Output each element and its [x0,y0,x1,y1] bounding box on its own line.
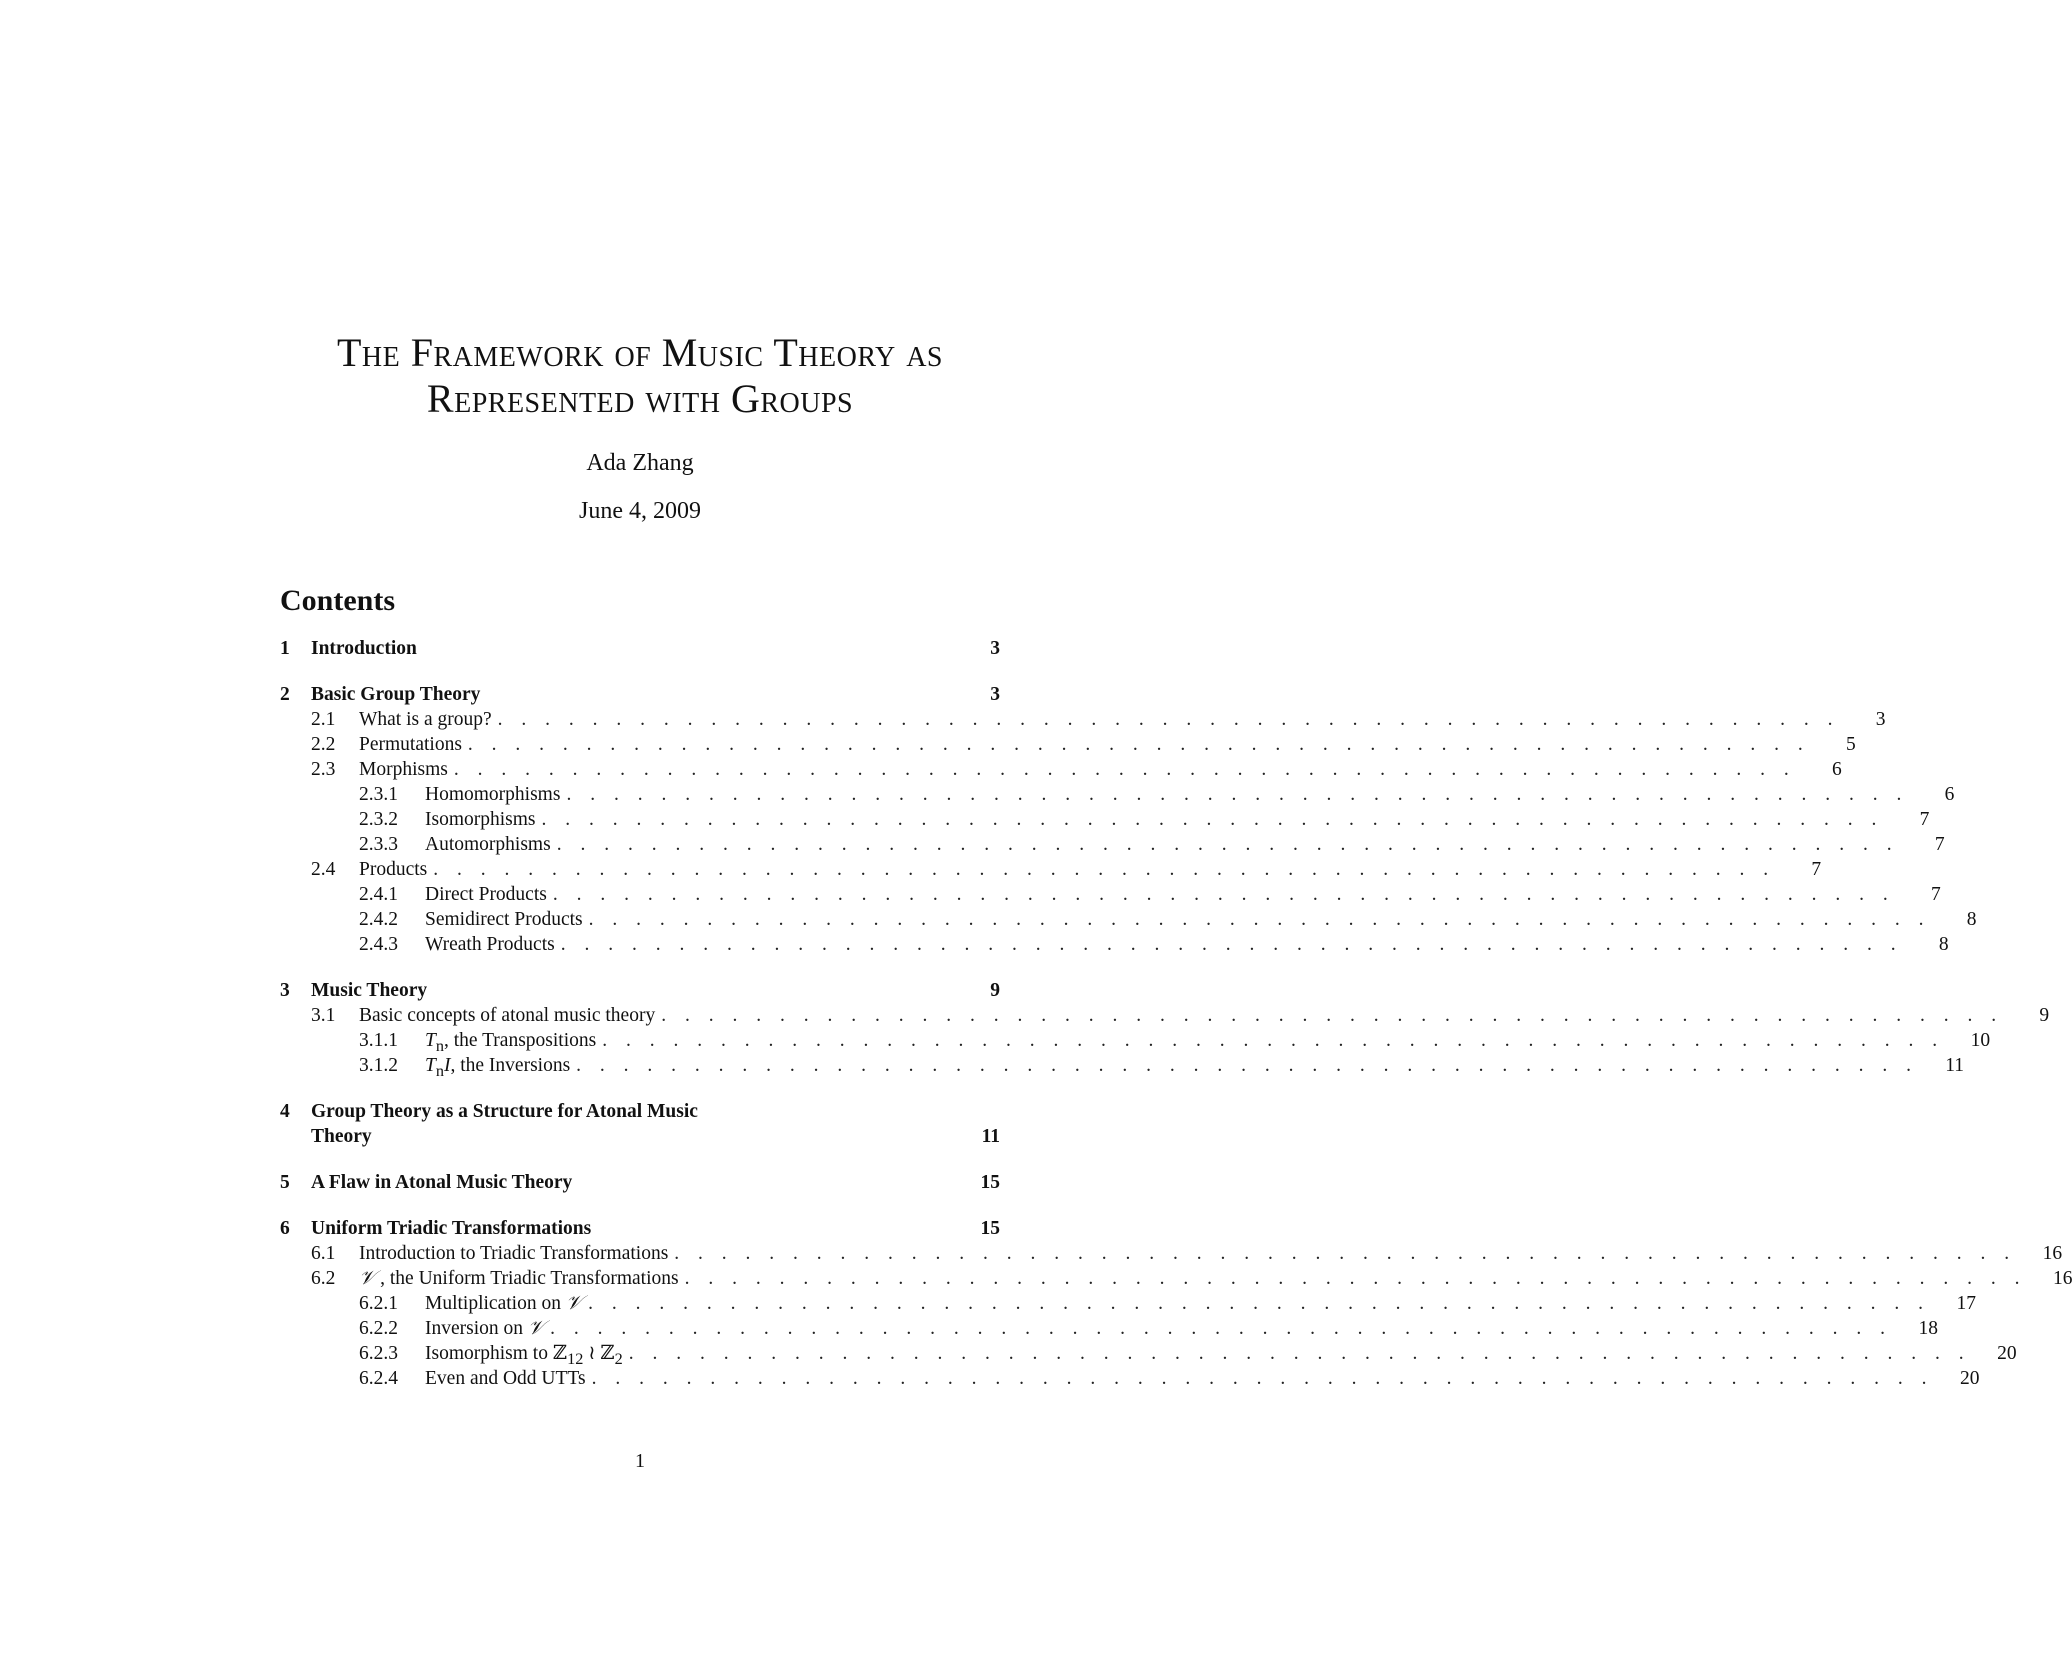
toc-entry-6-2-1[interactable] [280,1291,1976,1316]
toc-label [425,1291,582,1316]
toc-number: 2.4.1 [359,884,398,905]
toc-page: 20 [1959,1368,1980,1389]
math-symbol-2: I [443,1055,451,1076]
toc-page: 10 [1970,1030,1991,1051]
toc-number: 3.1.1 [359,1030,398,1051]
toc-page: 8 [1938,934,1949,955]
toc-leader-dots: . . . . . . . . . . . . . . . . . . . . . . . . . . . . . . . . . . . . . . . . . . . . . . . . . . . . . . . . . [433,859,1776,880]
toc-entry-2-3-3[interactable] [280,832,1945,857]
toc-page: 8 [1966,909,1977,930]
toc-number: 4 [280,1101,290,1122]
toc-leader-dots: . . . . . . . . . . . . . . . . . . . . . . . . . . . . . . . . . . . . . . . . . . . . . . . . . . . . . . . . . [588,1293,1930,1314]
toc-entry-5[interactable] [280,1170,1000,1195]
title-line-2: Represented with Groups [426,376,854,421]
toc-entry-3[interactable] [280,978,1000,1003]
toc-page: 7 [1811,859,1822,880]
toc-number: 2.2 [311,734,336,755]
toc-page: 18 [1918,1318,1939,1339]
math-subscript-2: 2 [614,1349,623,1368]
toc-entry-3-1-1[interactable] [280,1028,1991,1055]
toc-number: 3.1.2 [359,1055,398,1076]
toc-leader-dots: . . . . . . . . . . . . . . . . . . . . . . . . . . . . . . . . . . . . . . . . . . . . . . . . . . . . . . . . . [453,759,1796,780]
math-symbol: T [425,1055,436,1076]
toc-leader-dots: . . . . . . . . . . . . . . . . . . . . . . . . . . . . . . . . . . . . . . . . . . . . . . . . . . . . . . . . . [588,909,1931,930]
toc-page: 16 [2042,1243,2063,1264]
toc-label: Permutations [359,734,462,755]
wreath-operator: ≀ [583,1343,601,1364]
toc-entry-2-4[interactable] [280,857,1822,882]
toc-number: 6 [280,1218,290,1239]
toc-entry-2-4-2[interactable] [280,907,1977,932]
table-of-contents [280,636,2072,1391]
toc-label-text: , the Inversions [450,1055,571,1076]
toc-label: Uniform Triadic Transformations [311,1218,592,1239]
toc-page: 6 [1831,759,1842,780]
toc-entry-2[interactable] [280,682,1000,707]
toc-page: 9 [990,980,1000,1001]
math-symbol: 𝒱 [359,1268,376,1289]
toc-entry-2-4-1[interactable] [280,882,1941,907]
toc-entry-4[interactable] [280,1099,1000,1149]
toc-label: What is a group? [359,709,492,730]
toc-entry-6-2-3[interactable] [280,1341,2017,1368]
toc-leader-dots: . . . . . . . . . . . . . . . . . . . . . . . . . . . . . . . . . . . . . . . . . . . . . . . . . . . . . . . . . [628,1343,1971,1364]
toc-leader-dots: . . . . . . . . . . . . . . . . . . . . . . . . . . . . . . . . . . . . . . . . . . . . . . . . . . . . . . . . . [541,809,1884,830]
toc-label: Basic Group Theory [311,684,481,705]
toc-label: Music Theory [311,980,428,1001]
toc-number: 2.3.1 [359,784,398,805]
date: June 4, 2009 [579,498,701,524]
toc-number: 6.2.2 [359,1318,398,1339]
toc-number: 2.4.3 [359,934,398,955]
toc-number: 2.1 [311,709,336,730]
toc-label [425,1316,544,1341]
toc-entry-2-4-3[interactable] [280,932,1949,957]
toc-label-text: , the Uniform Triadic Transformations [375,1268,679,1289]
toc-page: 11 [1945,1055,1965,1076]
author: Ada Zhang [586,450,694,476]
toc-leader-dots: . . . . . . . . . . . . . . . . . . . . . . . . . . . . . . . . . . . . . . . . . . . . . . . . . . . . . . . . . [560,934,1903,955]
toc-label: Introduction to Triadic Transformations [359,1243,669,1264]
toc-number: 2 [280,684,290,705]
toc-number: 2.3.2 [359,809,398,830]
toc-label: Isomorphisms [425,809,536,830]
toc-label: Products [359,859,428,880]
toc-page: 3 [1875,709,1886,730]
toc-entry-3-1[interactable] [280,1003,2050,1028]
toc-entry-6-1[interactable] [280,1241,2063,1266]
toc-number: 2.3.3 [359,834,398,855]
toc-page: 15 [980,1218,1000,1239]
toc-label: Semidirect Products [425,909,583,930]
toc-label: Direct Products [425,884,547,905]
toc-page: 16 [2052,1268,2072,1289]
toc-label: Introduction [311,638,417,659]
toc-entry-1[interactable] [280,636,1000,661]
math-subscript: n [435,1036,444,1055]
toc-leader-dots: . . . . . . . . . . . . . . . . . . . . . . . . . . . . . . . . . . . . . . . . . . . . . . . . . . . . . . . . . [497,709,1840,730]
toc-label: Automorphisms [425,834,551,855]
toc-entry-6-2[interactable] [280,1266,2072,1291]
toc-page: 20 [1997,1343,2017,1364]
toc-leader-dots: . . . . . . . . . . . . . . . . . . . . . . . . . . . . . . . . . . . . . . . . . . . . . . . . . . . . . . . . . [602,1030,1945,1051]
toc-label-text: Isomorphism to [425,1343,553,1364]
toc-number: 2.4.2 [359,909,398,930]
toc-page: 5 [1846,734,1856,755]
toc-page: 17 [1956,1293,1976,1314]
toc-page: 3 [990,684,1000,705]
toc-page: 6 [1944,784,1955,805]
toc-leader-dots: . . . . . . . . . . . . . . . . . . . . . . . . . . . . . . . . . . . . . . . . . . . . . . . . . . . . . . . . . [591,1368,1934,1389]
toc-leader-dots: . . . . . . . . . . . . . . . . . . . . . . . . . . . . . . . . . . . . . . . . . . . . . . . . . . . . . . . . . [467,734,1810,755]
toc-leader-dots: . . . . . . . . . . . . . . . . . . . . . . . . . . . . . . . . . . . . . . . . . . . . . . . . . . . . . . . . . [552,884,1895,905]
contents-heading: Contents [280,584,396,617]
toc-page: 11 [981,1126,1000,1147]
math-subscript: n [435,1061,444,1080]
toc-label: Morphisms [359,759,448,780]
toc-number: 6.2.3 [359,1343,398,1364]
toc-number: 3.1 [311,1005,336,1026]
toc-page: 9 [2039,1005,2050,1026]
math-symbol-2: ℤ [600,1343,615,1364]
toc-page: 7 [1930,884,1941,905]
toc-number: 6.2 [311,1268,336,1289]
toc-page: 3 [990,638,1000,659]
toc-entry-6-2-2[interactable] [280,1316,1939,1341]
toc-entry-3-1-2[interactable] [280,1053,1965,1080]
toc-page: 7 [1919,809,1930,830]
toc-label: A Flaw in Atonal Music Theory [311,1172,573,1193]
toc-number: 3 [280,980,290,1001]
toc-number: 2.3 [311,759,336,780]
toc-leader-dots: . . . . . . . . . . . . . . . . . . . . . . . . . . . . . . . . . . . . . . . . . . . . . . . . . . . . . . . . . [684,1268,2027,1289]
toc-leader-dots: . . . . . . . . . . . . . . . . . . . . . . . . . . . . . . . . . . . . . . . . . . . . . . . . . . . . . . . . . [550,1318,1893,1339]
toc-entry-6[interactable] [280,1216,1000,1241]
math-symbol: 𝒱 [565,1293,583,1314]
page-number: 1 [635,1450,645,1472]
paper-title [0,330,1280,422]
toc-number: 1 [280,638,290,659]
toc-label: Even and Odd UTTs [425,1368,586,1389]
toc-entry-2-3-1[interactable] [280,782,1955,807]
math-symbol: T [425,1030,436,1051]
toc-entry-2-2[interactable] [280,732,1856,757]
toc-label-text: Multiplication on [425,1293,566,1314]
toc-label-text: , the Transpositions [443,1030,597,1051]
math-symbol: ℤ [552,1343,568,1364]
toc-entry-2-1[interactable] [280,707,1886,732]
toc-label: Basic concepts of atonal music theory [359,1005,656,1026]
math-subscript: 12 [567,1349,584,1368]
toc-leader-dots: . . . . . . . . . . . . . . . . . . . . . . . . . . . . . . . . . . . . . . . . . . . . . . . . . . . . . . . . . [566,784,1909,805]
toc-leader-dots: . . . . . . . . . . . . . . . . . . . . . . . . . . . . . . . . . . . . . . . . . . . . . . . . . . . . . . . . . [576,1055,1919,1076]
toc-entry-2-3-2[interactable] [280,807,1930,832]
toc-number: 6.2.1 [359,1293,398,1314]
title-line-1: The Framework of Music Theory as [337,330,943,375]
toc-entry-2-3[interactable] [280,757,1842,782]
toc-leader-dots: . . . . . . . . . . . . . . . . . . . . . . . . . . . . . . . . . . . . . . . . . . . . . . . . . . . . . . . . . [674,1243,2017,1264]
toc-label: Homomorphisms [425,784,561,805]
toc-label [425,1053,570,1084]
toc-number: 5 [280,1172,290,1193]
math-symbol: 𝒱 [527,1318,545,1339]
toc-label: Wreath Products [425,934,555,955]
toc-number: 6.2.4 [359,1368,398,1389]
toc-number: 6.1 [311,1243,336,1264]
toc-entry-6-2-4[interactable] [280,1366,1980,1391]
toc-number: 2.4 [311,859,336,880]
toc-label-text: Inversion on [425,1318,528,1339]
toc-leader-dots: . . . . . . . . . . . . . . . . . . . . . . . . . . . . . . . . . . . . . . . . . . . . . . . . . . . . . . . . . [556,834,1899,855]
toc-leader-dots: . . . . . . . . . . . . . . . . . . . . . . . . . . . . . . . . . . . . . . . . . . . . . . . . . . . . . . . . . [661,1005,2004,1026]
toc-label: Group Theory as a Structure for Atonal Music Theory [311,1101,698,1147]
toc-page: 7 [1934,834,1945,855]
toc-page: 15 [980,1172,1000,1193]
toc-label [359,1266,679,1291]
